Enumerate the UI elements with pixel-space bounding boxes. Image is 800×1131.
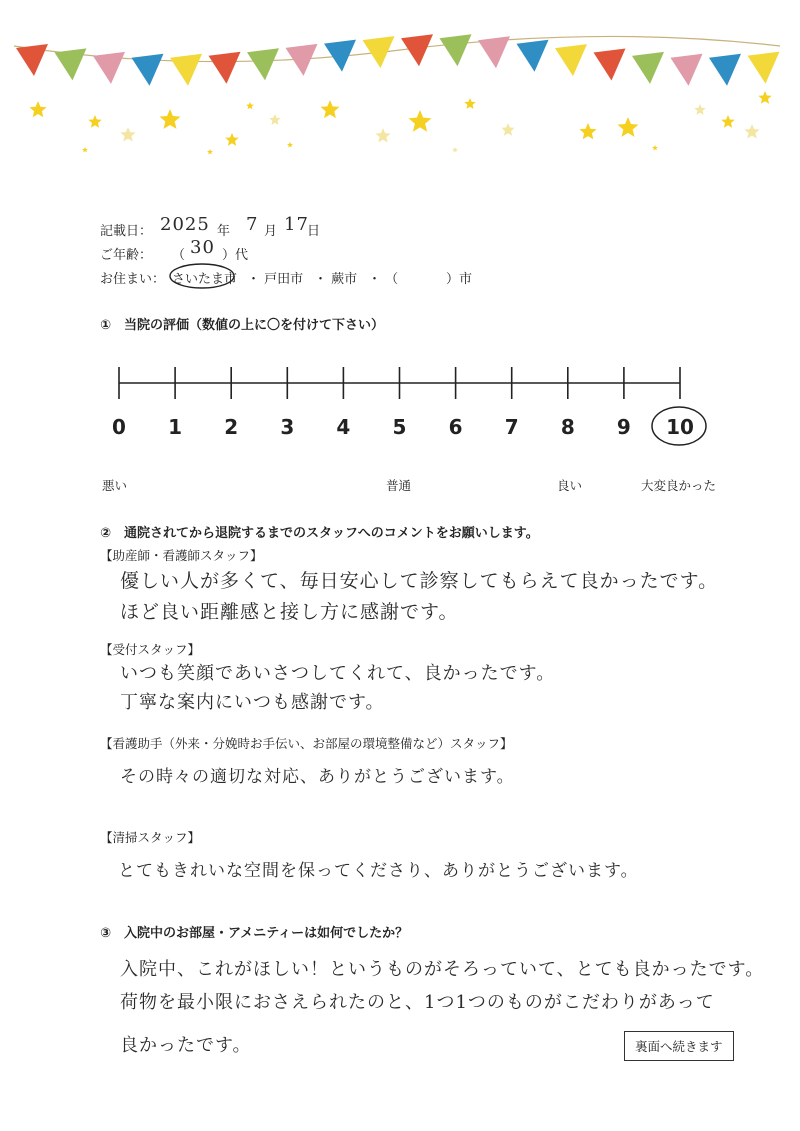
room-amenity-comment-line-1: 入院中、これがほしい！というものがそろっていて、とても良かったです。 xyxy=(120,959,765,980)
star-icon xyxy=(758,91,771,104)
room-amenity-comment-line-3: 良かったです。 xyxy=(120,1035,252,1056)
q1-title: ① 当院の評価（数値の上に〇を付けて下さい） xyxy=(100,318,385,333)
cleaning-comment-line-1: とてもきれいな空間を保ってくださり、ありがとうございます。 xyxy=(118,861,639,881)
q3-title: ③ 入院中のお部屋・アメニティーは如何でしたか？ xyxy=(100,926,409,941)
scale-number-2[interactable]: 2 xyxy=(224,415,239,439)
scale-number-8[interactable]: 8 xyxy=(560,415,575,439)
address-option-saitama: さいたま市 xyxy=(172,272,238,287)
star-icon xyxy=(287,142,293,147)
star-icon xyxy=(618,117,639,137)
scale-number-6[interactable]: 6 xyxy=(448,415,463,439)
scale-label-bad: 悪い xyxy=(102,478,128,493)
bunting-flag xyxy=(247,48,279,80)
address-option-other-open: ・ （ xyxy=(368,272,399,287)
cleaning-heading: 【清掃スタッフ】 xyxy=(100,830,201,845)
selected-rating-circle xyxy=(648,402,710,450)
continue-on-back-label: 裏面へ続きます xyxy=(624,1031,734,1061)
star-icon xyxy=(501,123,514,136)
bunting-flag xyxy=(594,49,626,81)
star-icon xyxy=(246,102,254,109)
scale-number-5[interactable]: 5 xyxy=(392,415,407,439)
day-unit: 日 xyxy=(307,224,321,239)
address-option-other-close: ）市 xyxy=(446,272,473,287)
bunting-flag xyxy=(478,36,510,68)
scale-number-10[interactable]: 10 xyxy=(666,415,694,439)
rating-scale-line xyxy=(100,355,720,405)
address-selected-circle xyxy=(166,261,244,291)
q2-title: ② 通院されてから退院するまでのスタッフへのコメントをお願いします。 xyxy=(100,526,539,541)
bunting-flag xyxy=(748,52,780,84)
bunting-flag xyxy=(209,52,241,84)
star-icon xyxy=(82,147,88,152)
bunting-flag xyxy=(632,52,664,84)
scale-number-0[interactable]: 0 xyxy=(112,415,126,439)
month-unit: 月 xyxy=(264,224,278,239)
bunting-flag xyxy=(93,52,125,84)
star-icon xyxy=(321,100,340,118)
star-icon xyxy=(88,115,101,128)
star-icon xyxy=(452,147,458,152)
address-option-warabi: ・ 蕨市 xyxy=(314,272,358,287)
star-icon xyxy=(744,124,759,139)
scale-number-3[interactable]: 3 xyxy=(280,415,295,439)
star-icon xyxy=(29,101,46,117)
bunting-flag xyxy=(440,34,472,66)
star-icon xyxy=(652,145,658,150)
star-icon xyxy=(721,115,734,128)
star-icon xyxy=(579,123,596,139)
star-icon xyxy=(694,104,705,115)
star-icon xyxy=(464,98,475,109)
scale-number-9[interactable]: 9 xyxy=(616,415,631,439)
star-icon xyxy=(375,128,390,143)
star-icon xyxy=(120,127,135,142)
bunting-flag xyxy=(363,36,395,68)
star-icon xyxy=(269,114,280,125)
date-month-value: 7 xyxy=(246,214,259,235)
age-label: ご年齢： xyxy=(100,248,153,263)
age-close-paren: ）代 xyxy=(222,248,249,263)
nursing-assistant-comment-line-1: その時々の適切な対応、ありがとうございます。 xyxy=(120,767,515,787)
scale-label-very-good: 大変良かった xyxy=(641,478,717,493)
date-label: 記載日： xyxy=(100,224,153,239)
midwife-nurse-comment-line-2: ほど良い距離感と接し方に感謝です。 xyxy=(120,601,459,623)
date-year-value: 2025 xyxy=(160,214,210,235)
star-icon xyxy=(160,109,181,129)
bunting-flag xyxy=(16,44,48,76)
bunting-flag xyxy=(517,40,549,72)
age-value: 30 xyxy=(190,237,215,258)
bunting-flag xyxy=(170,54,202,86)
year-unit: 年 xyxy=(217,224,231,239)
date-day-value: 17 xyxy=(284,214,309,235)
star-icon xyxy=(409,110,432,132)
bunting-flag xyxy=(709,54,741,86)
bunting-decoration xyxy=(0,0,800,160)
nursing-assistant-heading: 【看護助手（外来・分娩時お手伝い、お部屋の環境整備など）スタッフ】 xyxy=(100,736,513,751)
scale-number-7[interactable]: 7 xyxy=(504,415,519,439)
reception-comment-line-2: 丁寧な案内にいつも感謝です。 xyxy=(120,692,385,713)
scale-number-4[interactable]: 4 xyxy=(336,415,351,439)
bunting-flag xyxy=(401,34,433,66)
scale-label-good: 良い xyxy=(557,478,583,493)
bunting-flag xyxy=(55,48,87,80)
star-icon xyxy=(225,133,238,146)
bunting-flag xyxy=(132,54,164,86)
midwife-nurse-comment-line-1: 優しい人が多くて、毎日安心して診察してもらえて良かったです。 xyxy=(120,570,719,592)
address-option-toda: ・ 戸田市 xyxy=(247,272,304,287)
midwife-nurse-heading: 【助産師・看護師スタッフ】 xyxy=(100,548,263,563)
reception-comment-line-1: いつも笑顔であいさつしてくれて、良かったです。 xyxy=(120,663,556,684)
address-label: お住まい： xyxy=(100,272,166,287)
star-icon xyxy=(207,149,213,154)
room-amenity-comment-line-2: 荷物を最小限におさえられたのと、1つ1つのものがこだわりがあって xyxy=(120,992,715,1013)
bunting-flag xyxy=(671,54,703,86)
scale-number-1[interactable]: 1 xyxy=(168,415,183,439)
reception-heading: 【受付スタッフ】 xyxy=(100,642,201,657)
age-open-paren: （ xyxy=(172,248,186,263)
scale-label-normal: 普通 xyxy=(386,478,412,493)
bunting-flag xyxy=(555,44,587,76)
